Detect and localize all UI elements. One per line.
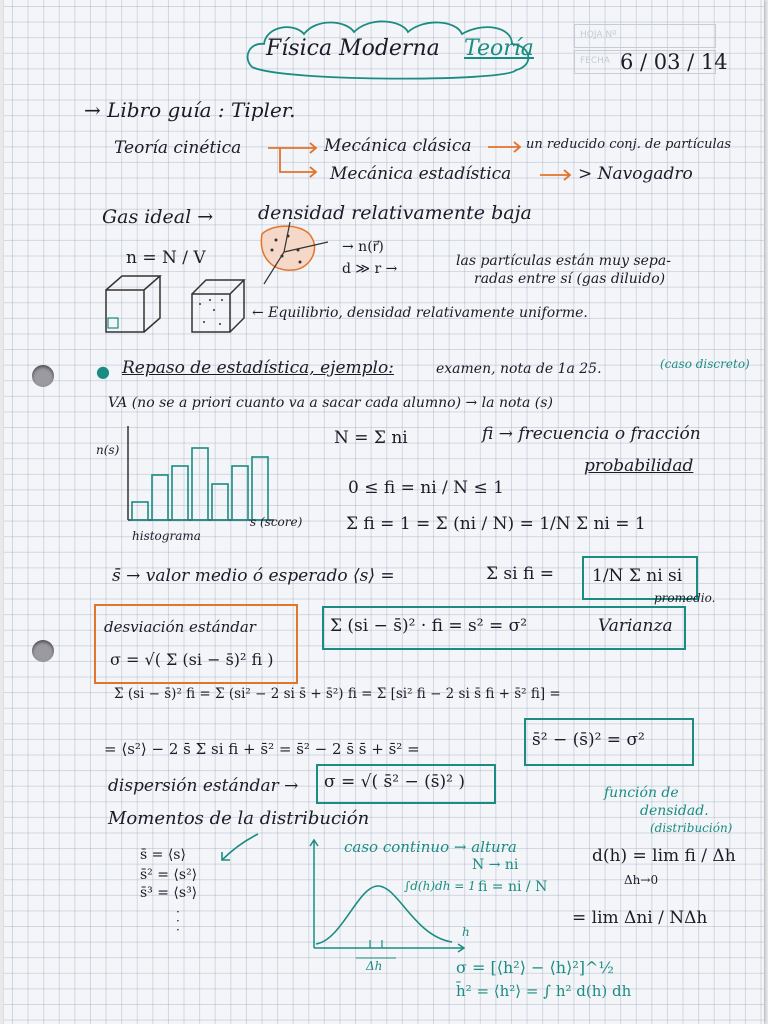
examen-text: examen, nota de 1a 25. bbox=[436, 361, 602, 377]
momentos-heading: Momentos de la distribución bbox=[108, 808, 370, 829]
particles-line2: radas entre sí (gas diluido) bbox=[474, 271, 666, 287]
dispersion-eq: σ = √( s̄² − (s̄)² ) bbox=[324, 772, 465, 792]
fi-bounds: 0 ≤ fi = ni / N ≤ 1 bbox=[348, 478, 504, 498]
reducido-conj: un reducido conj. de partículas bbox=[526, 137, 732, 152]
bullet-dot: ● bbox=[96, 362, 110, 381]
punch-hole bbox=[32, 640, 54, 662]
moment-dots: · · · bbox=[176, 905, 180, 937]
arrow-teal bbox=[210, 830, 270, 870]
desviacion-label: desviación estándar bbox=[104, 618, 256, 636]
navogadro: > Navogadro bbox=[578, 164, 693, 184]
repaso-heading: Repaso de estadística, ejemplo: bbox=[122, 358, 394, 378]
expansion-box-text: s̄² − (s̄)² = σ² bbox=[532, 730, 645, 750]
continuous-N: N → ni bbox=[472, 857, 519, 873]
arrow-orange bbox=[486, 140, 526, 154]
histogram-bar bbox=[152, 475, 168, 520]
teoria-cinetica: Teoría cinética bbox=[114, 138, 242, 158]
page-date: 6 / 03 / 14 bbox=[620, 50, 728, 74]
mecanica-clasica: Mecánica clásica bbox=[324, 136, 472, 156]
cube-sketches bbox=[104, 270, 264, 350]
histogram-bar bbox=[232, 466, 248, 520]
expansion-line1: Σ (si − s̄)² fi = Σ (si² − 2 si s̄ + s̄²) fi = Σ [si² fi − 2 si s̄ fi + s̄² fi] = bbox=[114, 686, 561, 702]
hoja-label: HOJA Nº bbox=[580, 30, 617, 40]
distribucion: (distribución) bbox=[650, 821, 733, 835]
libro-guia: → Libro guía : Tipler. bbox=[84, 98, 296, 122]
curve-dh: Δh bbox=[366, 959, 383, 973]
arrow-orange bbox=[538, 168, 578, 182]
mean-box-text: 1/N Σ ni si bbox=[592, 566, 683, 586]
densidad-baja: densidad relativamente baja bbox=[258, 202, 532, 224]
desviacion-eq: σ = √( Σ (si − s̄)² fi ) bbox=[110, 650, 274, 669]
sum-fi: Σ fi = 1 = Σ (ni / N) = 1/N Σ ni = 1 bbox=[346, 514, 646, 534]
fi-definition: fi → frecuencia o fracción bbox=[482, 424, 701, 444]
promedio: promedio. bbox=[654, 591, 716, 605]
histogram-bar bbox=[252, 457, 268, 520]
densidad: densidad. bbox=[640, 803, 709, 819]
fecha-label: FECHA bbox=[580, 56, 611, 66]
mecanica-estadistica: Mecánica estadística bbox=[330, 164, 512, 184]
continuous-f: fi = ni / N bbox=[478, 879, 548, 895]
d-much-greater-r: d ≫ r → bbox=[342, 261, 398, 277]
gas-ideal: Gas ideal → bbox=[102, 206, 214, 228]
page-subtitle: Teoría bbox=[464, 36, 534, 61]
histogram-xlabel: s (score) bbox=[250, 515, 303, 529]
s-bar-sum: Σ si fi = bbox=[486, 564, 554, 584]
desviacion-box bbox=[94, 604, 298, 684]
caso-continuo: caso continuo → altura bbox=[344, 838, 517, 856]
histogram-ylabel: n(s) bbox=[96, 443, 120, 457]
h2-continuous: h̄² = ⟨h²⟩ = ∫ h² d(h) dh bbox=[456, 982, 632, 1000]
dispersion-label: dispersión estándar → bbox=[108, 776, 299, 796]
n-sum: N = Σ ni bbox=[334, 428, 408, 448]
page-title: Física Moderna bbox=[266, 36, 440, 61]
punch-hole bbox=[32, 365, 54, 387]
va-line: VA (no se a priori cuanto va a sacar cada alumno) → la nota (s) bbox=[108, 395, 553, 411]
n-of-r: → n(r⃗) bbox=[342, 239, 384, 255]
density-def: d(h) = lim fi / Δh bbox=[592, 846, 736, 866]
histogram-bar bbox=[212, 484, 228, 520]
particle-sketch bbox=[254, 222, 334, 292]
moment-3: s̄³ = ⟨s³⟩ bbox=[140, 885, 198, 901]
s-bar-def: s̄ → valor medio ó esperado ⟨s⟩ = bbox=[112, 566, 395, 586]
density-limit: Δh→0 bbox=[624, 873, 659, 887]
histogram-bar bbox=[172, 466, 188, 520]
n-equation: n = N / V bbox=[126, 248, 206, 268]
arrow-orange bbox=[266, 140, 326, 180]
varianza-label: Varianza bbox=[598, 616, 673, 636]
histogram-bar bbox=[192, 448, 208, 520]
curve-xlabel: h bbox=[462, 925, 470, 939]
density-curve bbox=[316, 886, 452, 944]
equilibrio: ← Equilibrio, densidad relativamente uniforme. bbox=[252, 305, 588, 321]
density-def2: = lim Δni / NΔh bbox=[572, 908, 708, 928]
graph-paper-sheet bbox=[4, 0, 764, 1024]
sigma-continuous: σ = [⟨h²⟩ − ⟨h⟩²]^½ bbox=[456, 958, 614, 977]
probabilidad: probabilidad bbox=[584, 456, 694, 476]
varianza-eq: Σ (si − s̄)² · fi = s² = σ² bbox=[330, 616, 528, 636]
moment-2: s̄² = ⟨s²⟩ bbox=[140, 867, 198, 883]
caso-discreto: (caso discreto) bbox=[660, 357, 750, 371]
expansion-line2: = ⟨s²⟩ − 2 s̄ Σ si fi + s̄² = s̄² − 2 s̄ s̄ + s̄² = bbox=[104, 740, 420, 758]
histogram-bar bbox=[132, 502, 148, 520]
normalization: ∫d(h)dh = 1 bbox=[404, 879, 476, 893]
particles-line1: las partículas están muy sepa- bbox=[456, 253, 671, 269]
moment-1: s̄ = ⟨s⟩ bbox=[140, 847, 186, 863]
histogram-caption: histograma bbox=[132, 529, 201, 543]
funcion-de: función de bbox=[604, 785, 679, 801]
